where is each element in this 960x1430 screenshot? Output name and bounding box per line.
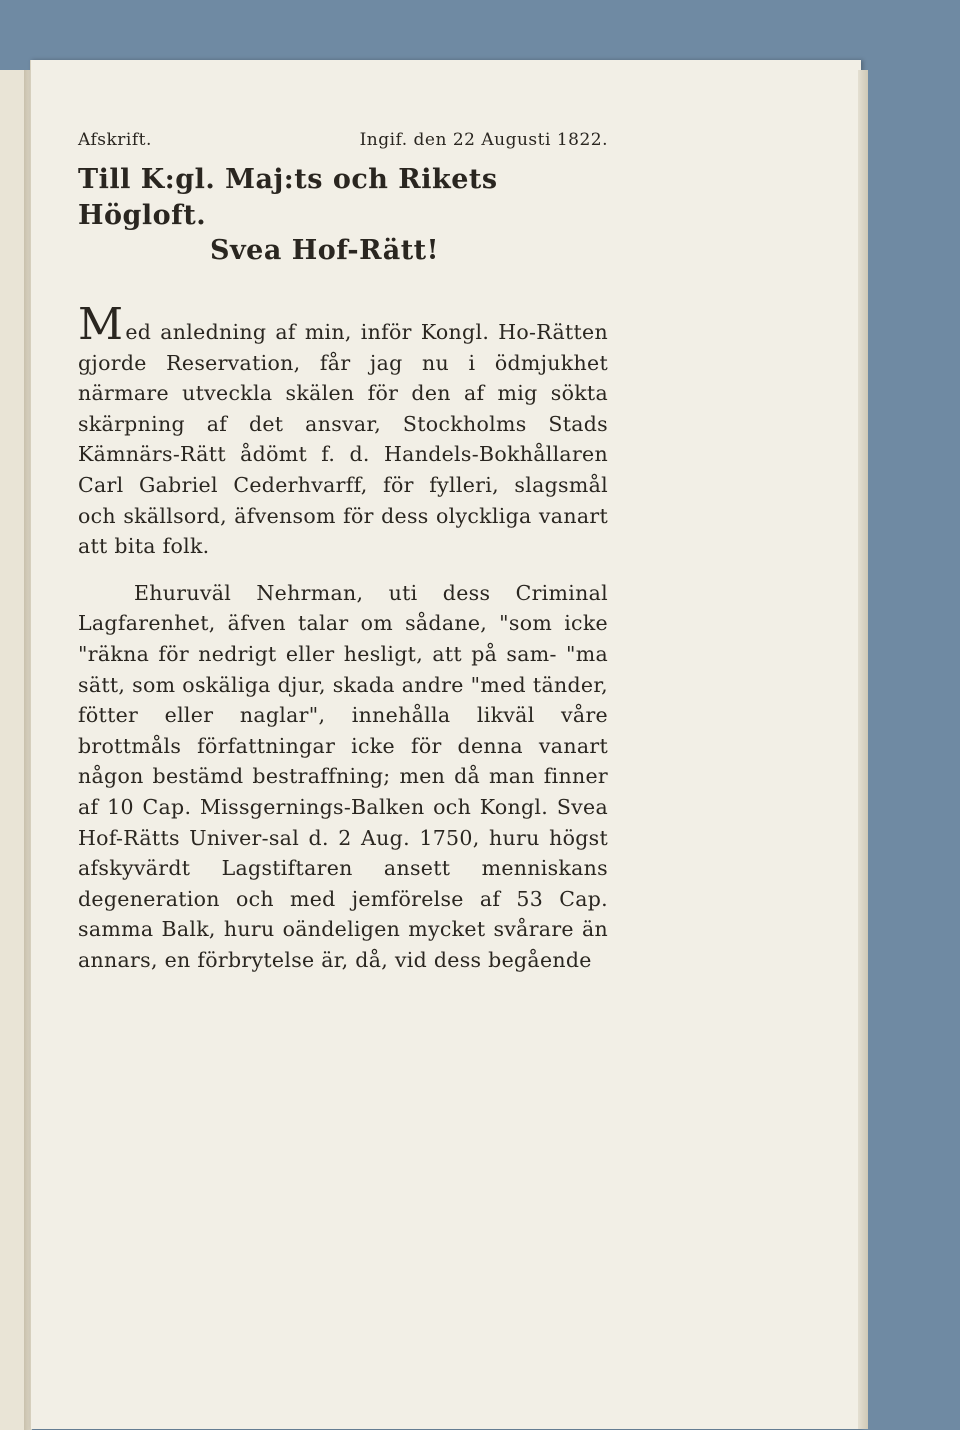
page-right-edge xyxy=(858,70,868,1429)
header-line xyxy=(78,130,608,150)
header-date: Ingif. den 22 Augusti 1822. xyxy=(359,130,608,150)
address-title-line2: Svea Hof-Rätt! xyxy=(210,235,439,266)
paragraph-2: Ehuruväl Nehrman, uti dess Criminal Lagfarenhet, äfven talar om sådane, "som icke "räkna för nedrigt eller hesligt, att på sam- "ma sätt, som oskäliga djur, skada andre "med tänder, fötter eller naglar", innehålla likväl våre brottmåls författningar icke för denna vanart någon bestämd bestraffning; men då man finner af 10 Cap. Missgernings-Balken och Kongl. Svea Hof-Rätts Univer-sal d. 2 Aug. 1750, huru högst afskyvärdt Lagstiftaren ansett menniskans degeneration och med jemförelse af 53 Cap. samma Balk, huru oändeligen mycket svårare än annars, en förbrytelse är, då, vid dess begående xyxy=(78,580,608,972)
paragraph-1 xyxy=(78,299,608,562)
drop-cap: M xyxy=(78,299,124,350)
header-left: Afskrift. xyxy=(78,130,152,150)
page-content xyxy=(78,130,608,975)
paragraph-1-text: ed anledning af min, inför Kongl. Ho-Rätten gjorde Reservation, får jag nu i ödmjukhet närmare utveckla skälen för den af mig sökta skärpning af det ansvar, Stockholms Stads Kämnärs-Rätt ådömt f. d. Handels-Bokhållaren Carl Gabriel Cederhvarff, för fylleri, slagsmål och skällsord, äfvensom för dess olyckliga vanart att bita folk. xyxy=(78,320,608,559)
address-title-line1: Till K:gl. Maj:ts och Rikets Högloft. xyxy=(78,164,498,231)
